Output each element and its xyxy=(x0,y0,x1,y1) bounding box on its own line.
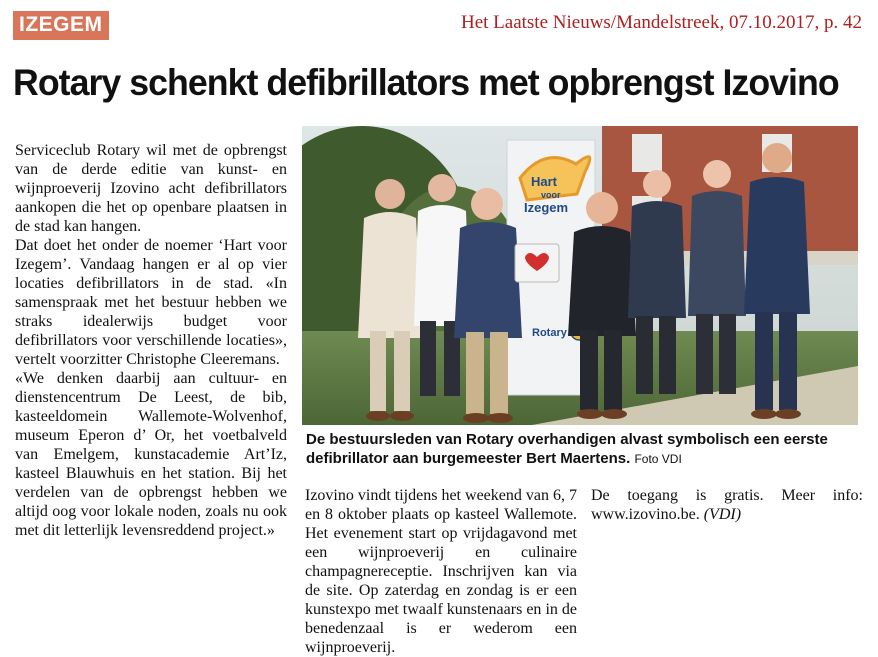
paragraph-1: Serviceclub Rotary wil met de opbrengst van de derde editie van kunst- en wijnproeverij Izovino acht defibrillators aankopen die het op openbare plaatsen in de stad kan hangen. xyxy=(15,142,287,235)
section-tag: IZEGEM xyxy=(13,11,109,40)
photo-illustration xyxy=(302,126,858,425)
banner-text-2: voor xyxy=(541,190,561,200)
paragraph-2: Dat doet het onder de noemer ‘Hart voor Izegem’. Vandaag hangen er al op vier locaties defibrillators in de stad. «In samenspraak met het bestuur hebben we straks idealerwijs budget voor defibrillators voor verschillende locaties», vertelt voorzitter Christophe Cleeremans. xyxy=(15,237,287,368)
photo-credit: Foto VDI xyxy=(634,452,682,466)
body-column-3 xyxy=(591,486,863,524)
caption-text: De bestuursleden van Rotary overhandigen alvast symbolisch een eerste defibrillator aan burgemeester Bert Maertens. xyxy=(306,431,828,467)
banner-text-3: Izegem xyxy=(524,200,569,215)
author-signature: (VDI) xyxy=(703,506,742,523)
defibrillator-box xyxy=(515,244,559,282)
paragraph-3: «We denken daarbij aan cultuur- en dienstencentrum De Leest, de bib, kasteeldomein Wallemote-Wolvenhof, museum Eperon d’ Or, het voetbalveld van Emelgem, kunstacademie Art’Iz, kasteel Blauwhuis en het station. Bij het verdelen van de opbrengst hebben we altijd oog voor lokale noden, zoals nu ook met dit letterlijk levensreddend project.» xyxy=(15,370,287,539)
banner-text-1: Hart xyxy=(531,174,558,189)
paragraph-5: De toegang is gratis. Meer info: www.izovino.be. xyxy=(591,487,863,523)
paragraph-4: Izovino vindt tijdens het weekend van 6, 7 en 8 oktober plaats op kasteel Wallemote. Het evenement start op vrijdagavond met een wijnproeverij en culinaire champagnereceptie. Inschrijven kan via de site. Op zaterdag en zondag is er een kunstexpo met twaalf kunstenaars en in de benedenzaal is er wederom een wijnproeverij. xyxy=(305,487,577,656)
body-column-1 xyxy=(15,141,287,540)
headline: Rotary schenkt defibrillators met opbrengst Izovino xyxy=(13,62,839,103)
body-column-2 xyxy=(305,486,577,657)
news-photo xyxy=(302,126,858,425)
source-line: Het Laatste Nieuws/Mandelstreek, 07.10.2017, p. 42 xyxy=(460,12,862,33)
photo-caption xyxy=(306,430,862,469)
banner-brand: Rotary xyxy=(532,327,567,339)
